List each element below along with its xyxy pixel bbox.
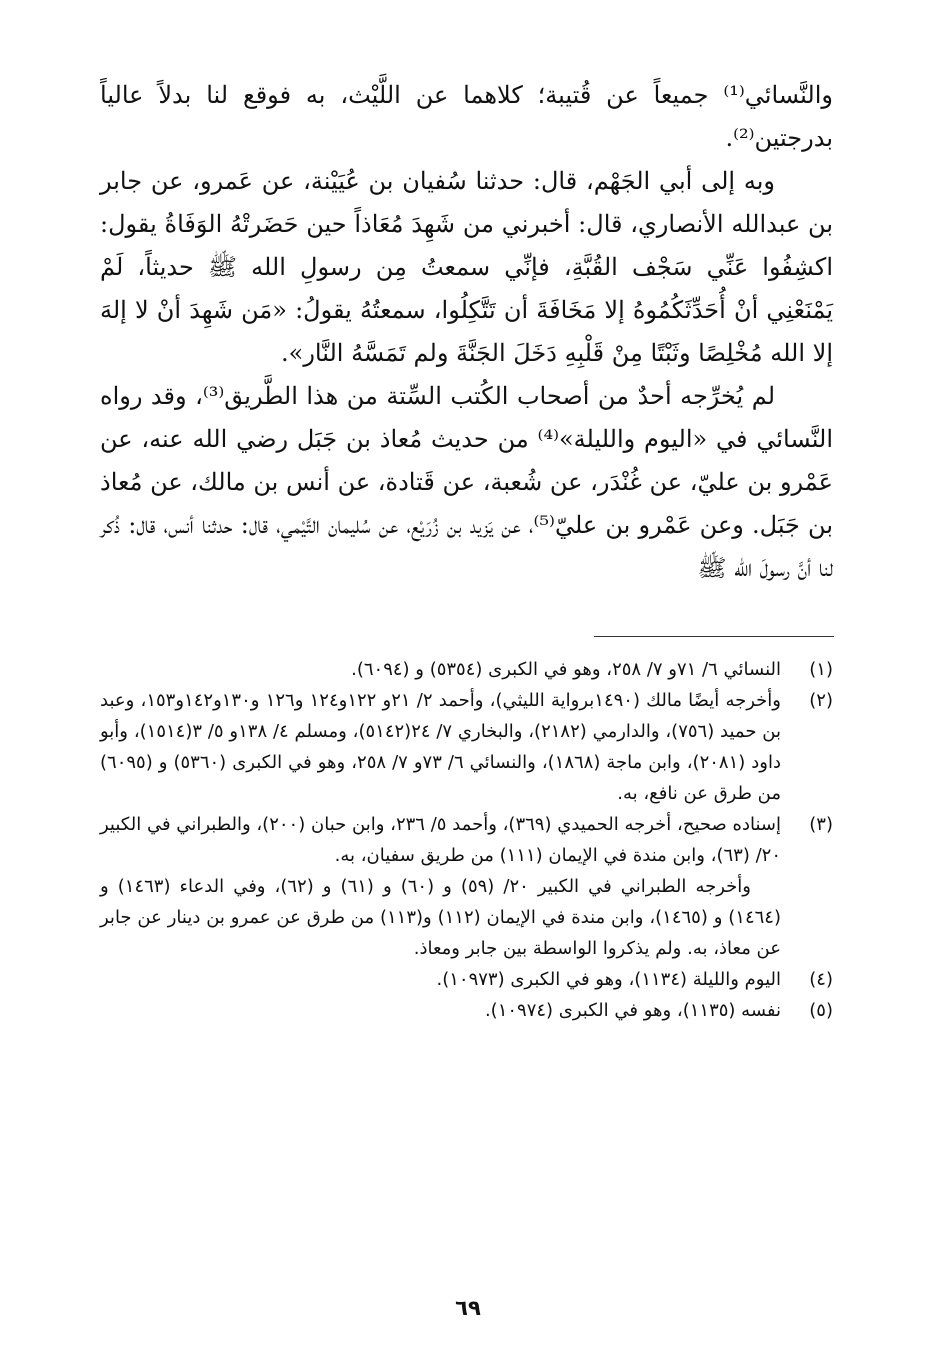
footnote-text: اليوم والليلة (١١٣٤)، وهو في الكبرى (١٠٩٧٣). <box>436 969 781 990</box>
footnote-text: النسائي ٦/ ٧١و ٧/ ٢٥٨، وهو في الكبرى (٥٣٥٤) و (٦٠٩٤). <box>351 659 781 680</box>
footnote <box>100 685 833 809</box>
footnote <box>100 809 833 964</box>
footnote <box>100 964 833 995</box>
footnote-number: (٣) <box>809 814 833 835</box>
paragraph-hadith: وبه إلى أبي الجَهْم، قال: حدثنا سُفيان بن عُيَيْنة، عن عَمرو، عن جابر بن عبدالله الأنصاري، قال: أخبرني من شَهِدَ مُعَاذاً حين حَضَرتْهُ الوَفَاةُ يقول: اكشِفُوا عَنِّي سَجْف القُبَّةِ، فإنِّي سمعتُ مِن رسولِ الله ﷺ حديثاً، لَمْ يَمْنَعْنِي أنْ أُحَدِّثَكُمُوهُ إلا مَخَافَةَ أن تَتَّكِلُوا، سمعتُهُ يقولُ: «مَن شَهِدَ أنْ لا إلهَ إلا الله مُخْلِصًا وثَبْتًا مِنْ قَلْبِهِ دَخَلَ الجَنَّةَ ولم تَمَسَّهُ النَّار». <box>100 167 834 367</box>
footnotes <box>100 654 833 1026</box>
main-text <box>100 74 833 590</box>
footnote-text: وأخرجه أيضًا مالك (١٤٩٠برواية الليثي)، وأحمد ٢/ ٢١و ١٢٢و١٢٤ و١٢٦ و١٣٠و١٤٢و١٥٣، وعبد بن حميد (٧٥٦)، والدارمي (٢١٨٢)، والبخاري ٧/ ٢٤(٥١٤٢)، ومسلم ٤/ ١٣٨و ٥/ ٣(١٥١٤)، وأبو داود (٢٠٨١)، وابن ماجة (١٨٦٨)، والنسائي ٦/ ٧٣و ٧/ ٢٥٨، وهو في الكبرى (٥٣٦٠) و (٦٠٩٥) من طرق عن نافع، به. <box>100 690 782 804</box>
paragraph-continuation: والنَّسائي⁽¹⁾ جميعاً عن قُتيبة؛ كلاهما عن اللَّيْث، به فوقع لنا بدلاً عالياً بدرجتين⁽²⁾. <box>100 81 833 152</box>
footnote <box>100 654 833 685</box>
page-number: ٦٩ <box>455 1296 481 1320</box>
footnote-number: (٢) <box>809 690 833 711</box>
footnote-number: (١) <box>809 659 833 680</box>
footnote-number: (٥) <box>809 1000 833 1021</box>
footnote-text: وأخرجه الطبراني في الكبير ٢٠/ (٥٩) و (٦٠) و (٦١) و (٦٢)، وفي الدعاء (١٤٦٣) و (١٤٦٤) و (١٤٦٥)، وابن مندة في الإيمان (١١٢) و(١١٣) من طرق عن عمرو بن دينار عن جابر عن معاذ، به. ولم يذكروا الواسطة بين جابر ومعاذ. <box>100 876 781 959</box>
footnote-number: (٤) <box>809 969 833 990</box>
footnote <box>100 995 833 1026</box>
footnote-text: نفسه (١١٣٥)، وهو في الكبرى (١٠٩٧٤). <box>484 1000 781 1021</box>
footnote-text: إسناده صحيح، أخرجه الحميدي (٣٦٩)، وأحمد ٥/ ٢٣٦، وابن حبان (٢٠٠)، والطبراني في الكبير ٢٠/ (٦٣)، وابن مندة في الإيمان (١١١) من طريق سفيان، به. <box>100 814 782 866</box>
paragraph-takhrij: لم يُخرِّجه أحدٌ من أصحاب الكُتب السِّتة من هذا الطَّريق⁽³⁾، وقد رواه النَّسائي في «اليوم والليلة»⁽⁴⁾ من حديث مُعاذ بن جَبَل رضي الله عنه، عن عَمْرو بن عليّ، عن غُنْدَر، عن شُعبة، عن قَتادة، عن أنس بن مالك، عن مُعاذ بن جَبَل. وعن عَمْرو بن عليّ⁽⁵⁾، عن يَزيد بن زُرَيْع، عن سُليمان التَّيْمي، قال: حدثنا أنس، قال: ذُكر لنا أنَّ رسولَ الله ﷺ <box>100 382 833 582</box>
footnote-separator <box>594 636 834 637</box>
